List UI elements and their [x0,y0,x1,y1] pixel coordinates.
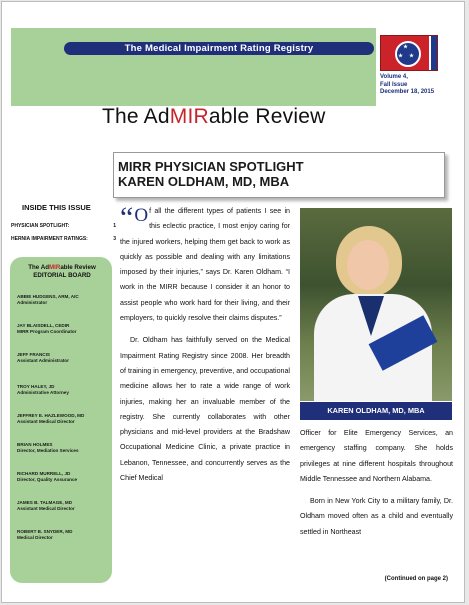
board-member: ROBERT B. SNYDER, MD Medical Director [17,529,73,540]
masthead-banner: The Medical Impairment Rating Registry [64,42,374,55]
article-paragraph: Born in New York City to a military family, Dr. Oldham moved often as a child and eventually settled in Northeast [300,497,453,536]
spotlight-line1: MIRR PHYSICIAN SPOTLIGHT [118,159,304,174]
issue-label: Fall Issue [380,81,408,88]
board-member: JEFFREY E. HAZLEWOOD, MD Assistant Medical Director [17,413,85,424]
board-member: BRIAN HOLMES Director, Mediation Services [17,442,79,453]
physician-photo [300,208,452,401]
article-column-1 [120,201,290,486]
issue-date: December 18, 2015 [380,89,435,95]
board-member: JEFF FRANCIS Assistant Administrator [17,352,69,363]
board-member: JAMES B. TALMAGE, MD Assistant Medical Director [17,500,75,511]
article-paragraph: Dr. Oldham has faithfully served on the Medical Impairment Rating Registry since 2008. Her breadth of training in emergency, preventive, and occupational medicine allows her to rate a wide range of work injuries, making her an invaluable member of the registry. She currently collaborates with other physicians and mid-level providers at the Bradshaw Occupational Medicine Clinic, a private practice in Lebanon, Tennessee, and concurrently serves as the Chief Medical [120,336,290,483]
board-member: TROY HALEY, JD Administrative Attorney [17,384,69,395]
drop-cap: O [134,205,149,226]
toc-item[interactable]: HERNIA IMPAIRMENT RATINGS: 3 [11,236,116,242]
photo-caption: KAREN OLDHAM, MD, MBA [300,402,452,420]
volume-label: Volume 4, [380,74,408,80]
spotlight-line2: KAREN OLDHAM, MD, MBA [118,174,290,189]
editorial-board [10,257,112,583]
board-member: RICHARD MURRELL, JD Director, Quality Assurance [17,471,78,482]
inside-issue-heading: INSIDE THIS ISSUE [22,203,91,212]
board-member: JAY BLAISDELL, CEDIR MIRR Program Coordinator [17,323,77,334]
continued-link[interactable]: (Continued on page 2) [384,576,448,582]
article-column-2 [300,426,453,540]
open-quote: “ [120,201,134,234]
article-paragraph: Officer for Elite Emergency Services, an emergency staffing company. She holds privileges at nine different hospitals throughout Middle Tennessee and Northern Alabama. [300,429,453,483]
issue-info [380,74,460,97]
toc-item[interactable]: PHYSICIAN SPOTLIGHT: 1 [11,223,116,229]
tennessee-flag-icon [380,35,438,71]
newsletter-title: The AdMIRable Review [102,105,326,128]
masthead-band [11,28,376,106]
board-title: The AdMIRable Review EDITORIAL BOARD [28,264,96,279]
spotlight-heading [113,152,445,198]
newsletter-page [1,1,465,603]
board-member: ABBIE HUDGENS, ARM, AIC Administrator [17,294,79,305]
article-paragraph: f all the different types of patients I see in this eclectic practice, I most enjoy caring for the injured workers, helping them get back to work as quickly as possible and dealing with any limitations imposed by their injuries,” says Dr. Karen Oldham. “I work in the MIRR because I consider it an honor to assist people who work hard for their living, and their employers, to quickly resolve their claims disputes.” [120,207,290,323]
